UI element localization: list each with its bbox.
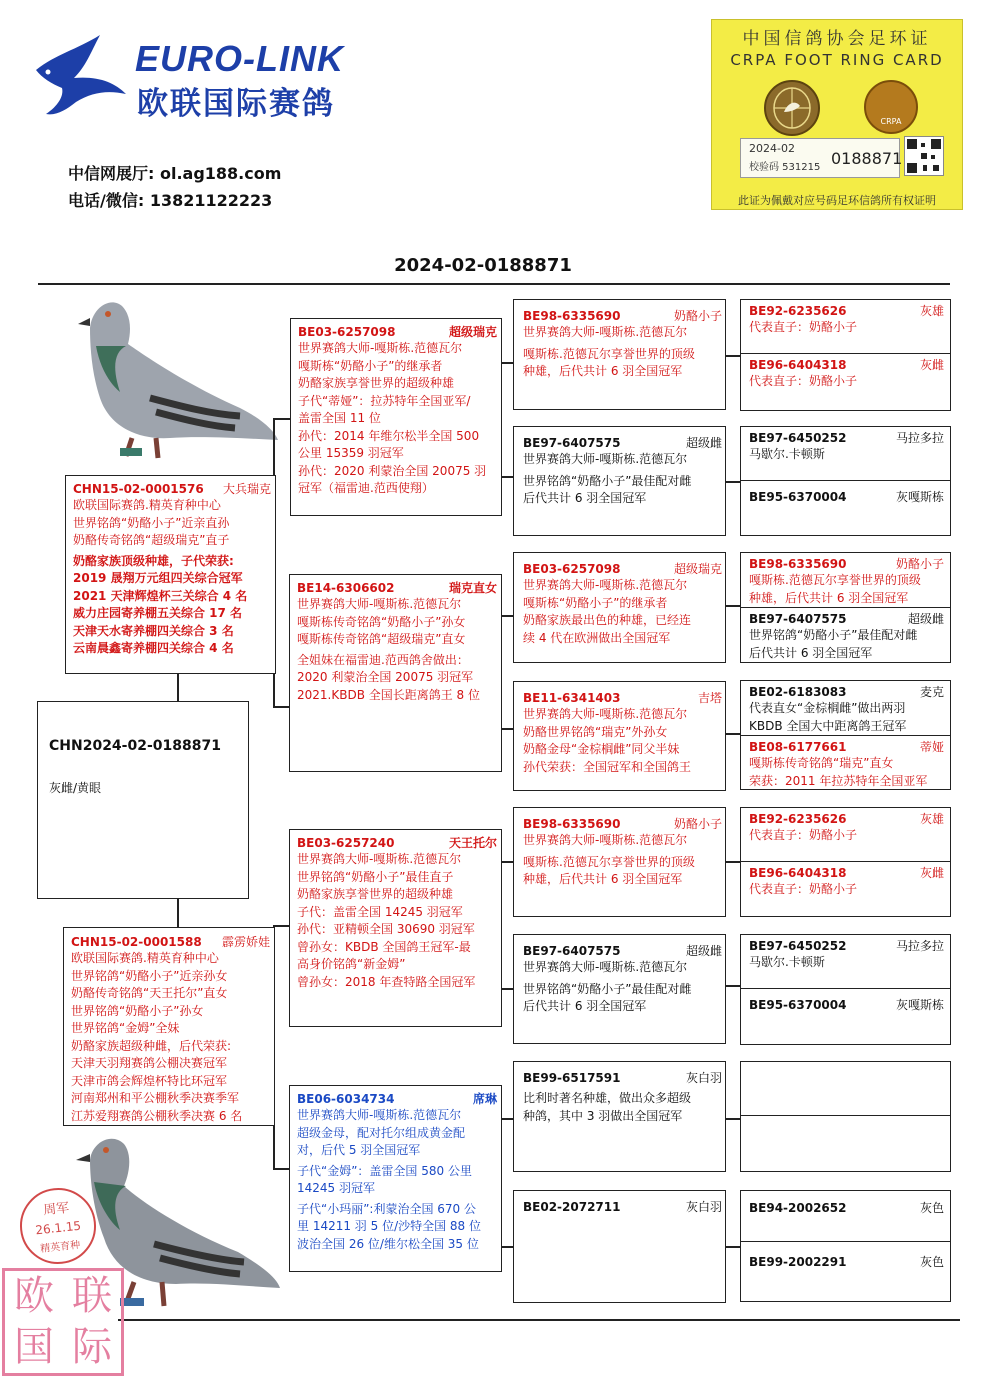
gen3-name: 超级雌 xyxy=(685,436,722,450)
gen4-name: 麦克 xyxy=(919,685,944,699)
gen4-ring: BE97-6450252 xyxy=(749,431,847,445)
gen4-cell xyxy=(741,1191,950,1241)
gen4-pair-box xyxy=(740,1190,951,1302)
gen4-cell xyxy=(741,353,950,391)
gen4-pair-box xyxy=(740,1061,951,1172)
sire-ring: CHN15-02-0001576 xyxy=(73,482,204,496)
brand-logo xyxy=(28,32,128,117)
gen3-name: 吉塔 xyxy=(697,691,722,705)
gen4-pair-box xyxy=(740,299,951,411)
gen3-line: 世界赛鸽大师-嘎斯栋.范德瓦尔 xyxy=(523,452,688,466)
dam-line: 天津市鸽会辉煌杯特比环冠军 xyxy=(71,1073,228,1088)
gen4-line: 种雄，后代共计 6 羽全国冠军 xyxy=(749,590,909,605)
gen4-ring: BE92-6235626 xyxy=(749,812,847,826)
sire-line: 世界铭鸽“奶酪小子”近亲直孙 xyxy=(73,515,230,530)
gen4-pair-box xyxy=(740,680,951,790)
gen4-ring: BE97-6450252 xyxy=(749,939,847,953)
gen2-line: 世界赛鸽大师-嘎斯栋.范德瓦尔 xyxy=(297,852,462,866)
gen4-line: 代表直子：奶酪小子 xyxy=(749,882,858,896)
gen2-line: 曾孙女：KBDB 全国鸽王冠军-最 xyxy=(297,939,471,954)
gen3-ring: BE99-6517591 xyxy=(523,1071,621,1085)
gen3-line: 种雄，后代共计 6 羽全国冠军 xyxy=(523,872,683,886)
sire-line: 2021 天津辉煌杯三关综合 4 名 xyxy=(73,588,248,603)
gen4-name: 马拉多拉 xyxy=(895,431,944,445)
gen4-name: 灰色 xyxy=(919,1255,944,1269)
gen4-line: 代表直子：奶酪小子 xyxy=(749,320,858,334)
sire-header xyxy=(73,481,271,497)
qr-code-icon xyxy=(904,136,944,176)
gen2-sire-sire-box xyxy=(290,318,502,516)
gen3-line: 后代共计 6 羽全国冠军 xyxy=(523,491,647,505)
gen4-cell xyxy=(741,480,950,505)
gen2-line: 孙代：2020 利蒙治全国 20075 羽 xyxy=(298,463,487,478)
gen4-ring: BE99-2002291 xyxy=(749,1255,847,1269)
subject-ring: CHN2024-02-0188871 xyxy=(49,738,221,754)
gen4-name: 灰嘎斯栋 xyxy=(895,490,944,504)
gen3-line: 续 4 代在欧洲做出全国冠军 xyxy=(523,630,671,645)
gen3-box xyxy=(513,552,726,663)
connector xyxy=(177,673,179,701)
gen4-line: 马歇尔.卡顿斯 xyxy=(749,955,825,969)
ring-card-title-cn: 中国信鸽协会足环证 xyxy=(742,29,932,49)
gen3-ring: BE97-6407575 xyxy=(523,436,621,450)
sire-line: 奶酪传奇铭鸽“超级瑞克”直子 xyxy=(73,533,230,547)
sire-name: 大兵瑞克 xyxy=(222,482,271,496)
brand-name-en: EURO-LINK xyxy=(135,38,344,79)
connector xyxy=(725,605,740,607)
dam-box xyxy=(63,927,275,1126)
stamp-date: 26.1.15 xyxy=(34,1218,82,1238)
gen4-cell xyxy=(741,681,950,735)
gen3-line: 世界赛鸽大师-嘎斯栋.范德瓦尔 xyxy=(523,707,688,721)
seal-char: 欧 xyxy=(14,1273,54,1319)
dam-line: 世界铭鸽“金姆”全妹 xyxy=(71,1021,180,1035)
gen3-line: 世界赛鸽大师-嘎斯栋.范德瓦尔 xyxy=(523,325,688,339)
gen3-ring: BE11-6341403 xyxy=(523,691,621,705)
dam-line: 江苏爱翔赛鸽公棚秋季决赛 6 名 xyxy=(71,1108,243,1123)
gen2-line: 嘎斯栋传奇铭鸽“奶酪小子”孙女 xyxy=(297,614,466,629)
dam-ring: CHN15-02-0001588 xyxy=(71,935,202,949)
bird-logo-icon xyxy=(28,32,128,117)
connector xyxy=(725,733,740,735)
seal-char: 国 xyxy=(14,1324,54,1370)
gen3-box xyxy=(513,1061,726,1172)
gen2-ring: BE03-6257240 xyxy=(297,836,395,850)
gen2-dam-dam-box xyxy=(289,1085,502,1272)
globe-logo-icon xyxy=(764,80,820,136)
gen2-sire-dam-box xyxy=(289,574,502,772)
gen2-line: 冠军（福雷迪.范西使翔） xyxy=(298,481,434,495)
gen2-name: 超级瑞克 xyxy=(448,325,497,339)
gen3-box xyxy=(513,934,726,1044)
gen4-line: 嘎斯栋.范德瓦尔享誉世界的顶级 xyxy=(749,573,921,587)
pigeon-photo-top xyxy=(60,288,280,473)
dam-line: 欧联国际赛鸽.精英育种中心 xyxy=(71,951,219,965)
contact-phone: 电话/微信: 13821122223 xyxy=(68,191,273,210)
sire-line: 天津天水寄养棚四关综合 3 名 xyxy=(73,623,234,638)
gen4-pair-box xyxy=(740,934,951,1045)
connector xyxy=(725,1246,740,1248)
gen3-box xyxy=(513,299,726,410)
gen3-name: 超级雌 xyxy=(685,944,722,958)
gen4-cell xyxy=(741,808,950,861)
gen2-line: 子代“小玛丽”:利蒙治全国 670 公 xyxy=(297,1201,477,1216)
gen4-name: 奶酪小子 xyxy=(895,557,944,571)
page-title: 2024-02-0188871 xyxy=(394,255,572,276)
gen3-line: 种雄，后代共计 6 羽全国冠军 xyxy=(523,364,683,378)
gen4-name: 灰嘎斯栋 xyxy=(895,998,944,1012)
gen3-name: 超级瑞克 xyxy=(673,562,722,576)
gen4-ring: BE98-6335690 xyxy=(749,557,847,571)
gen2-line: 2021.KBDB 全国长距离鸽王 8 位 xyxy=(297,687,481,702)
gen4-name: 灰雄 xyxy=(919,812,944,826)
gen3-line: 嘎斯栋.范德瓦尔享誉世界的顶级 xyxy=(523,346,695,361)
dam-line: 天津天羽翔赛鸽公棚决赛冠军 xyxy=(71,1056,228,1070)
subject-box xyxy=(37,701,249,899)
connector xyxy=(725,1118,740,1120)
ring-serial: 0188871 xyxy=(831,149,903,168)
gen4-name: 蒂娅 xyxy=(919,740,944,754)
gen4-ring: BE92-6235626 xyxy=(749,304,847,318)
gen4-line: 代表直子：奶酪小子 xyxy=(749,374,858,388)
gen2-line: 孙代：亚精顿全国 30690 羽冠军 xyxy=(297,922,475,936)
gen2-name: 天王托尔 xyxy=(448,836,497,850)
stamp-name: 周军 xyxy=(42,1200,70,1219)
gen3-box xyxy=(513,426,726,536)
connector xyxy=(725,861,740,863)
gen3-ring: BE03-6257098 xyxy=(523,562,621,576)
ring-card-footer: 此证为佩戴对应号码足环信鸽所有权证明 xyxy=(738,194,936,207)
gen4-cell xyxy=(741,861,950,899)
gen2-line: 奶酪家族享誉世界的超级种雄 xyxy=(298,376,455,390)
sire-line: 云南晨鑫寄养棚四关综合 4 名 xyxy=(73,641,234,655)
gen3-ring: BE02-2072711 xyxy=(523,1200,621,1214)
gen4-ring: BE95-6370004 xyxy=(749,490,847,504)
gen4-line: 马歇尔.卡顿斯 xyxy=(749,447,825,461)
subject-desc: 灰雌/黄眼 xyxy=(49,781,102,795)
gen3-line: 嘎斯栋“奶酪小子”的继承者 xyxy=(523,595,668,610)
gen3-name: 奶酪小子 xyxy=(673,309,722,323)
gen2-line: 里 14211 羽 5 位/沙特全国 88 位 xyxy=(297,1219,482,1233)
gen2-line: 嘎斯栋“奶酪小子”的继承者 xyxy=(298,358,443,373)
gen4-name: 灰雌 xyxy=(919,866,944,880)
dam-line: 河南郑州和平公棚秋季决赛季军 xyxy=(71,1091,240,1105)
seal-stamp xyxy=(2,1268,124,1376)
gen4-cell xyxy=(741,1241,950,1270)
dam-line: 奶酪传奇铭鸽“天王托尔”直女 xyxy=(71,986,228,1000)
crpa-logo-icon xyxy=(864,80,918,134)
gen4-ring: BE96-6404318 xyxy=(749,358,847,372)
gen3-line: 种鸽，其中 3 羽做出全国冠军 xyxy=(523,1108,683,1123)
gen2-ring: BE06-6034734 xyxy=(297,1092,395,1106)
gen2-line: 世界赛鸽大师-嘎斯栋.范德瓦尔 xyxy=(297,597,462,611)
gen3-ring: BE97-6407575 xyxy=(523,944,621,958)
dam-header xyxy=(71,934,270,950)
gen2-line: 高身价铭鸽“新金姆” xyxy=(297,957,406,971)
gen3-name: 灰白羽 xyxy=(685,1200,722,1214)
gen2-line: 子代“金姆”：盖雷全国 580 公里 xyxy=(297,1163,472,1178)
gen2-line: 孙代：2014 年维尔松半全国 500 xyxy=(298,428,480,443)
gen3-name: 奶酪小子 xyxy=(673,817,722,831)
gen4-pair-box xyxy=(740,426,951,536)
gen4-cell xyxy=(741,735,950,790)
gen2-line: 世界赛鸽大师-嘎斯栋.范德瓦尔 xyxy=(298,341,463,355)
dam-name: 霹雳娇娃 xyxy=(221,935,270,949)
sire-line: 2019 晟翔万元组四关综合冠军 xyxy=(73,571,243,585)
gen4-cell xyxy=(741,607,950,662)
seal-char: 际 xyxy=(72,1324,112,1370)
connector xyxy=(725,985,740,987)
gen2-line: 超级金母，配对托尔组成黄金配 xyxy=(297,1125,466,1140)
gen4-ring: BE96-6404318 xyxy=(749,866,847,880)
gen4-line: 代表直子：奶酪小子 xyxy=(749,828,858,842)
gen3-ring: BE98-6335690 xyxy=(523,817,621,831)
gen4-cell xyxy=(741,1062,950,1115)
gen2-name: 瑞克直女 xyxy=(448,581,497,595)
gen2-ring: BE03-6257098 xyxy=(298,325,396,339)
gen2-line: 子代“蒂娅”：拉苏特年全国亚军/ xyxy=(298,393,471,408)
gen3-line: 世界赛鸽大师-嘎斯栋.范德瓦尔 xyxy=(523,578,688,592)
gen2-line: 2020 利蒙治全国 20075 羽冠军 xyxy=(297,670,474,684)
gen3-line: 比利时著名种雄，做出众多超级 xyxy=(523,1091,692,1105)
gen3-line: 嘎斯栋.范德瓦尔享誉世界的顶级 xyxy=(523,854,695,869)
gen3-line: 孙代荣获：全国冠军和全国鸽王 xyxy=(523,759,692,774)
gen2-line: 奶酪家族享誉世界的超级种雄 xyxy=(297,887,454,901)
gen4-cell xyxy=(741,300,950,353)
gen3-line: 后代共计 6 羽全国冠军 xyxy=(523,999,647,1013)
gen4-name: 马拉多拉 xyxy=(895,939,944,953)
gen3-name: 灰白羽 xyxy=(685,1071,722,1085)
connector xyxy=(725,481,740,483)
gen3-line: 奶酪金母“金棕榈雌”同父半妹 xyxy=(523,742,680,756)
crpa-logo-text: CRPA xyxy=(880,117,902,126)
gen4-ring: BE95-6370004 xyxy=(749,998,847,1012)
gen2-line: 世界赛鸽大师-嘎斯栋.范德瓦尔 xyxy=(297,1108,462,1122)
gen2-name: 席琳 xyxy=(472,1092,497,1106)
gen4-name: 灰雄 xyxy=(919,304,944,318)
gen2-line: 盖雷全国 11 位 xyxy=(298,411,381,425)
gen4-name: 超级雌 xyxy=(907,612,944,626)
check-code: 校验码 531215 xyxy=(749,162,821,173)
gen3-ring: BE98-6335690 xyxy=(523,309,621,323)
gen2-ring: BE14-6306602 xyxy=(297,581,395,595)
gen4-cell xyxy=(741,935,950,988)
gen4-ring: BE02-6183083 xyxy=(749,685,847,699)
gen3-line: 世界铭鸽“奶酪小子”最佳配对雌 xyxy=(523,473,692,488)
gen3-line: 世界铭鸽“奶酪小子”最佳配对雌 xyxy=(523,981,692,996)
gen4-name: 灰色 xyxy=(919,1201,944,1215)
seal-char: 联 xyxy=(72,1273,112,1319)
gen2-line: 嘎斯栋传奇铭鸽“超级瑞克”直女 xyxy=(297,632,466,646)
dam-line: 奶酪家族超级种雌，后代荣获: xyxy=(71,1038,232,1053)
sire-box xyxy=(65,475,276,674)
gen2-dam-sire-box xyxy=(289,829,502,1027)
gen4-line: 世界铭鸽“奶酪小子”最佳配对雌 xyxy=(749,628,918,642)
connector xyxy=(725,355,740,357)
contact-website: 中信网展厅: ol.ag188.com xyxy=(68,164,282,183)
gen4-ring: BE97-6407575 xyxy=(749,612,847,626)
dam-line: 世界铭鸽“奶酪小子”孙女 xyxy=(71,1003,204,1018)
gen2-line: 全姐妹在福雷迪.范西鸽舍做出： xyxy=(297,652,469,667)
gen4-name: 灰雌 xyxy=(919,358,944,372)
ring-card xyxy=(711,19,963,210)
gen4-pair-box xyxy=(740,552,951,663)
gen4-cell xyxy=(741,427,950,480)
divider-top xyxy=(38,283,950,285)
gen4-ring: BE94-2002652 xyxy=(749,1201,847,1215)
sire-line: 欧联国际赛鸽.精英育种中心 xyxy=(73,498,221,512)
gen4-cell xyxy=(741,1115,950,1119)
gen2-line: 对，后代 5 羽全国冠军 xyxy=(297,1143,421,1157)
gen2-line: 公里 15359 羽冠军 xyxy=(298,446,404,460)
sire-line: 威力庄园寄养棚五关综合 17 名 xyxy=(73,606,243,620)
dam-line: 世界铭鸽“奶酪小子”近亲孙女 xyxy=(71,968,228,983)
gen4-ring: BE08-6177661 xyxy=(749,740,847,754)
ring-year: 2024-02 xyxy=(749,142,795,155)
gen2-line: 曾孙女：2018 年查特路全国冠军 xyxy=(297,974,476,989)
gen4-line: 嘎斯栋传奇铭鸽“瑞克”直女 xyxy=(749,756,894,770)
gen4-line: 后代共计 6 羽全国冠军 xyxy=(749,645,873,660)
gen3-line: 奶酪世界铭鸽“瑞克”外孙女 xyxy=(523,724,668,739)
gen2-line: 子代：盖雷全国 14245 羽冠军 xyxy=(297,904,463,919)
ring-number-panel xyxy=(740,138,903,178)
gen4-cell xyxy=(741,988,950,1013)
gen3-box xyxy=(513,681,726,791)
gen4-pair-box xyxy=(740,807,951,917)
gen4-line: KBDB 全国大中距离鸽王冠军 xyxy=(749,718,907,733)
gen4-line: 代表直女“金棕榈雌”做出两羽 xyxy=(749,701,906,715)
gen3-line: 奶酪家族最出色的种雄，已经连 xyxy=(523,613,692,627)
connector xyxy=(273,418,291,420)
brand-name-cn: 欧联国际赛鸽 xyxy=(137,86,335,122)
sire-line: 奶酪家族顶级种雄，子代荣获: xyxy=(73,553,234,568)
ring-card-title-en: CRPA FOOT RING CARD xyxy=(730,51,944,69)
gen2-line: 世界铭鸽“奶酪小子”最佳直子 xyxy=(297,869,454,884)
gen3-line: 世界赛鸽大师-嘎斯栋.范德瓦尔 xyxy=(523,960,688,974)
gen2-line: 14245 羽冠军 xyxy=(297,1181,375,1195)
stamp-org: 精英育种 xyxy=(39,1239,81,1255)
gen3-line: 世界赛鸽大师-嘎斯栋.范德瓦尔 xyxy=(523,833,688,847)
gen2-line: 波治全国 26 位/维尔松全国 35 位 xyxy=(297,1236,479,1251)
gen4-line: 荣获：2011 年拉苏特年全国亚军 xyxy=(749,773,928,788)
gen3-box xyxy=(513,807,726,917)
connector xyxy=(177,899,179,927)
gen4-cell xyxy=(741,553,950,607)
gen3-box xyxy=(513,1190,726,1303)
